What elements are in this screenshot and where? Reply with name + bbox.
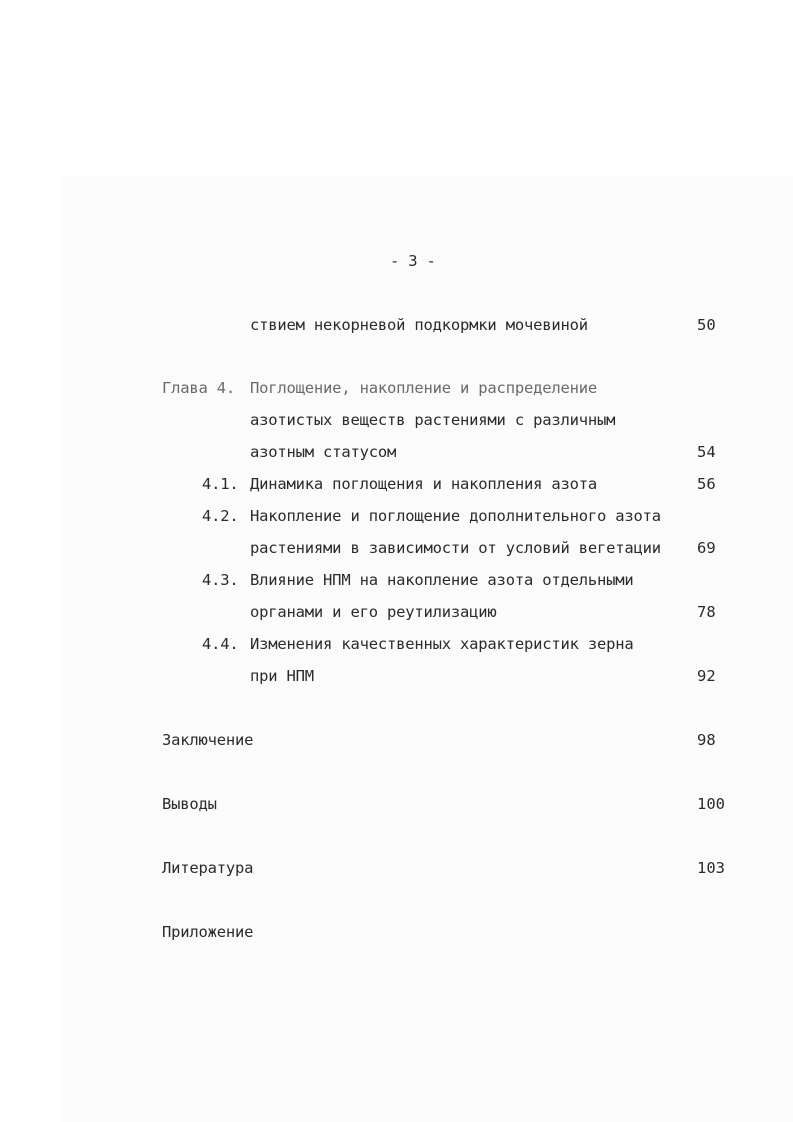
section-page: 69 (697, 539, 716, 557)
literature-page: 103 (697, 859, 725, 877)
section-title-line-1: Динамика поглощения и накопления азота (250, 475, 598, 493)
chapter-title-line-3: азотным статусом (250, 443, 397, 461)
page-number: - 3 - (390, 252, 436, 270)
section-title-line-2: при НПМ (250, 667, 314, 685)
conclusion-label: Заключение (162, 731, 254, 749)
chapter-page: 54 (697, 443, 716, 461)
section-number: 4.2. (202, 507, 239, 525)
findings-label: Выводы (162, 795, 217, 813)
section-page: 78 (697, 603, 716, 621)
section-number: 4.4. (202, 635, 239, 653)
chapter-title-line-2: азотистых веществ растениями с различным (250, 411, 616, 429)
section-title-line-1: Накопление и поглощение дополнительного азота (250, 507, 661, 525)
conclusion-page: 98 (697, 731, 716, 749)
section-page: 56 (697, 475, 716, 493)
literature-label: Литература (162, 859, 254, 877)
findings-page: 100 (697, 795, 725, 813)
toc-continuation-text: ствием некорневой подкормки мочевиной (250, 316, 588, 334)
chapter-title-line-1: Поглощение, накопление и распределение (250, 379, 598, 397)
chapter-label: Глава 4. (162, 379, 236, 397)
section-title-line-1: Влияние НПМ на накопление азота отдельными (250, 571, 634, 589)
section-number: 4.1. (202, 475, 239, 493)
section-title-line-1: Изменения качественных характеристик зерна (250, 635, 634, 653)
section-title-line-2: органами и его реутилизацию (250, 603, 497, 621)
section-title-line-2: растениями в зависимости от условий вегетации (250, 539, 661, 557)
section-number: 4.3. (202, 571, 239, 589)
section-page: 92 (697, 667, 716, 685)
toc-continuation-page: 50 (697, 316, 716, 334)
appendix-label: Приложение (162, 923, 254, 941)
